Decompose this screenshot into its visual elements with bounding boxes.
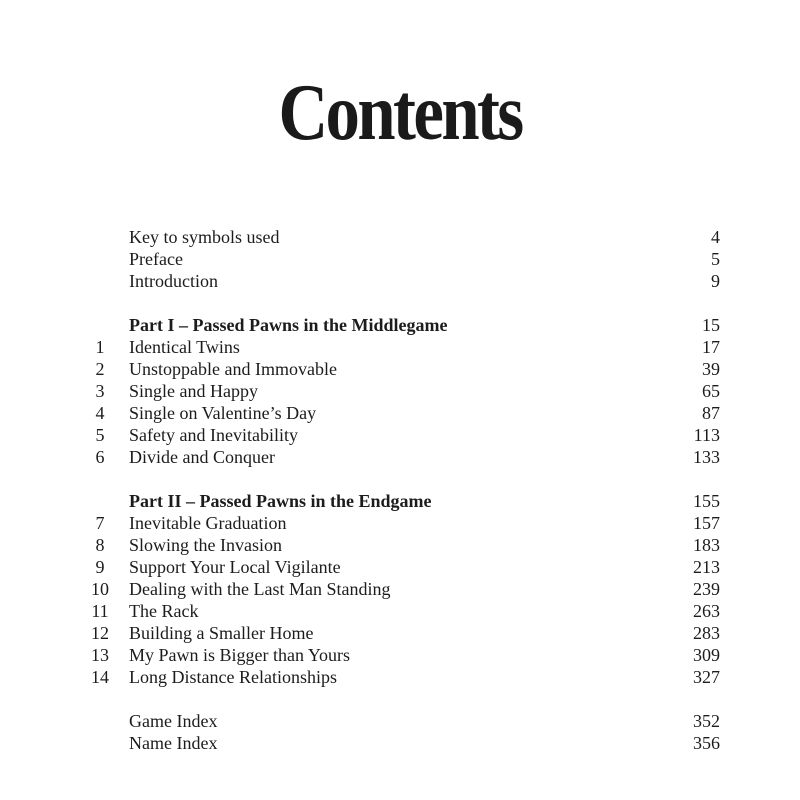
toc-entry-game-index[interactable] — [0, 710, 800, 732]
toc-entry-page: 5 — [711, 249, 720, 269]
chapter-number: 11 — [91, 601, 109, 621]
chapter-number: 6 — [95, 447, 105, 467]
toc-chapter-7[interactable] — [0, 512, 800, 534]
toc-entry-label: Preface — [129, 249, 183, 269]
chapter-page: 283 — [693, 623, 720, 643]
chapter-number: 7 — [95, 513, 105, 533]
toc-chapter-14[interactable] — [0, 666, 800, 688]
chapter-title: Support Your Local Vigilante — [129, 557, 341, 577]
part-title: Part I – Passed Pawns in the Middlegame — [129, 315, 448, 335]
toc-chapter-12[interactable] — [0, 622, 800, 644]
toc-entry-page: 4 — [711, 227, 720, 247]
chapter-page: 87 — [702, 403, 720, 423]
part-page: 155 — [693, 491, 720, 511]
chapter-number: 5 — [95, 425, 105, 445]
chapter-number: 2 — [95, 359, 105, 379]
chapter-title: Long Distance Relationships — [129, 667, 337, 687]
chapter-page: 309 — [693, 645, 720, 665]
chapter-page: 183 — [693, 535, 720, 555]
toc-chapter-13[interactable] — [0, 644, 800, 666]
toc-entry-name-index[interactable] — [0, 732, 800, 754]
toc-chapter-5[interactable] — [0, 424, 800, 446]
toc-part-heading-2[interactable] — [0, 490, 800, 512]
chapter-page: 133 — [693, 447, 720, 467]
chapter-title: Single on Valentine’s Day — [129, 403, 317, 423]
chapter-title: Inevitable Graduation — [129, 513, 287, 533]
toc-entry-page: 356 — [693, 733, 720, 753]
chapter-page: 213 — [693, 557, 720, 577]
chapter-title: Safety and Inevitability — [129, 425, 298, 445]
toc-chapter-1[interactable] — [0, 336, 800, 358]
toc-entry-label: Introduction — [129, 271, 218, 291]
chapter-title: Single and Happy — [129, 381, 258, 401]
toc-chapter-8[interactable] — [0, 534, 800, 556]
toc-entry-page: 352 — [693, 711, 720, 731]
toc-entry-label: Game Index — [129, 711, 218, 731]
toc-chapter-4[interactable] — [0, 402, 800, 424]
chapter-page: 65 — [702, 381, 720, 401]
chapter-page: 157 — [693, 513, 720, 533]
toc-entry-label: Key to symbols used — [129, 227, 280, 247]
section-gap — [0, 468, 800, 490]
toc-chapter-11[interactable] — [0, 600, 800, 622]
chapter-title: Dealing with the Last Man Standing — [129, 579, 391, 599]
part-page: 15 — [702, 315, 720, 335]
chapter-title: My Pawn is Bigger than Yours — [129, 645, 351, 665]
chapter-title: The Rack — [129, 601, 199, 621]
chapter-title: Unstoppable and Immovable — [129, 359, 337, 379]
toc-part-heading-1[interactable] — [0, 314, 800, 336]
toc-chapter-9[interactable] — [0, 556, 800, 578]
chapter-title: Divide and Conquer — [129, 447, 275, 467]
chapter-number: 13 — [91, 645, 109, 665]
chapter-page: 263 — [693, 601, 720, 621]
chapter-page: 327 — [693, 667, 720, 687]
section-gap — [0, 688, 800, 710]
page-title: Contents — [278, 69, 522, 157]
toc-chapter-10[interactable] — [0, 578, 800, 600]
toc-chapter-2[interactable] — [0, 358, 800, 380]
toc-chapter-3[interactable] — [0, 380, 800, 402]
chapter-page: 17 — [702, 337, 720, 357]
chapter-number: 12 — [91, 623, 109, 643]
section-gap — [0, 292, 800, 314]
chapter-number: 3 — [95, 381, 105, 401]
toc-entry-key-to-symbols[interactable] — [0, 226, 800, 248]
chapter-title: Building a Smaller Home — [129, 623, 314, 643]
toc-entry-label: Name Index — [129, 733, 218, 753]
chapter-page: 113 — [693, 425, 720, 445]
chapter-number: 9 — [95, 557, 105, 577]
chapter-title: Identical Twins — [129, 337, 240, 357]
toc-chapter-6[interactable] — [0, 446, 800, 468]
chapter-page: 39 — [702, 359, 720, 379]
toc-entry-preface[interactable] — [0, 248, 800, 270]
chapter-number: 1 — [95, 337, 105, 357]
chapter-number: 8 — [95, 535, 105, 555]
part-title: Part II – Passed Pawns in the Endgame — [129, 491, 432, 511]
chapter-title: Slowing the Invasion — [129, 535, 282, 555]
chapter-number: 10 — [91, 579, 109, 599]
toc-entry-page: 9 — [711, 271, 720, 291]
chapter-number: 4 — [95, 403, 105, 423]
chapter-page: 239 — [693, 579, 720, 599]
chapter-number: 14 — [91, 667, 109, 687]
toc-entry-introduction[interactable] — [0, 270, 800, 292]
table-of-contents — [0, 226, 800, 754]
